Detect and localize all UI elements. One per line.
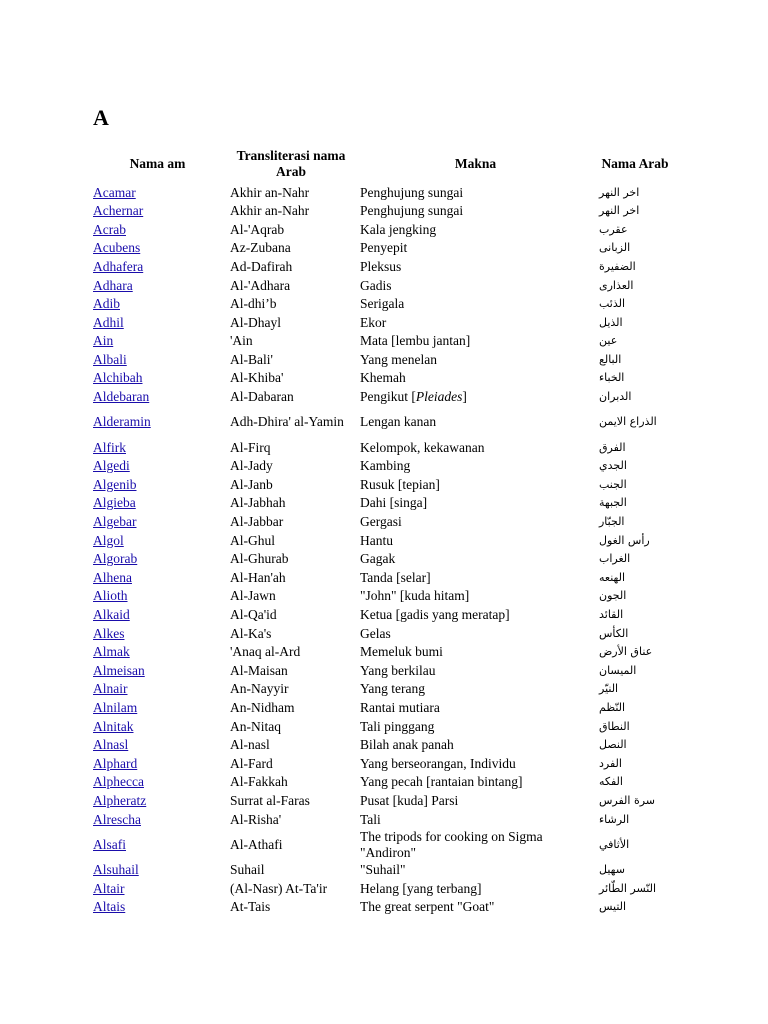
- cell-nama-am: [89, 369, 226, 388]
- arabic-name-text: الرشاء: [599, 812, 630, 826]
- cell-transliterasi: Al-Bali': [230, 351, 273, 367]
- table-row: [89, 475, 675, 494]
- cell-nama-am: [89, 257, 226, 276]
- star-name-link[interactable]: Algebar: [93, 514, 137, 530]
- cell-makna: The great serpent "Goat": [360, 899, 495, 915]
- cell-nama-am: [89, 202, 226, 221]
- star-names-table: [89, 145, 675, 916]
- cell-transliterasi: Al-Han'ah: [230, 569, 286, 585]
- column-header-nama-arab: Nama Arab: [601, 156, 669, 171]
- table-row: [89, 879, 675, 898]
- table-row: [89, 550, 675, 569]
- table-row: [89, 643, 675, 662]
- cell-transliterasi: Al-'Adhara: [230, 277, 291, 293]
- cell-transliterasi: Al-Maisan: [230, 662, 288, 678]
- star-name-link[interactable]: Adib: [93, 296, 120, 312]
- arabic-name-text: الفكه: [599, 775, 623, 789]
- table-row: [89, 680, 675, 699]
- cell-transliterasi: An-Nitaq: [230, 718, 281, 734]
- arabic-name-text: عناق الأرض: [599, 645, 653, 659]
- cell-makna: Penyepit: [360, 240, 408, 256]
- cell-nama-am: [89, 388, 226, 407]
- star-name-link[interactable]: Adhil: [93, 314, 124, 330]
- table-row: [89, 257, 675, 276]
- table-row: [89, 457, 675, 476]
- star-name-link[interactable]: Alphecca: [93, 774, 144, 790]
- cell-transliterasi: An-Nayyir: [230, 681, 289, 697]
- star-name-link[interactable]: Achernar: [93, 203, 144, 219]
- cell-nama-am: [89, 717, 226, 736]
- arabic-name-text: الذئب: [599, 297, 626, 311]
- star-name-link[interactable]: Alioth: [93, 588, 128, 604]
- cell-transliterasi: Suhail: [230, 862, 265, 878]
- cell-makna: Penghujung sungai: [360, 203, 464, 219]
- arabic-name-text: الأثافي: [599, 837, 630, 851]
- cell-transliterasi: Al-Dabaran: [230, 389, 294, 405]
- cell-nama-arab: [595, 513, 675, 532]
- cell-nama-arab: [595, 643, 675, 662]
- arabic-name-text: النطاق: [599, 719, 630, 733]
- table-row: [89, 531, 675, 550]
- cell-makna: Kambing: [360, 458, 411, 474]
- cell-nama-arab: [595, 494, 675, 513]
- star-name-link[interactable]: Acubens: [93, 240, 141, 256]
- cell-makna: Yang berkilau: [360, 662, 436, 678]
- arabic-name-text: الجبّار: [599, 515, 625, 529]
- table-row: [89, 829, 675, 861]
- cell-makna: Dahi [singa]: [360, 495, 428, 511]
- arabic-name-text: الجنب: [599, 477, 627, 491]
- arabic-name-text: الميسان: [599, 663, 637, 677]
- star-name-link[interactable]: Alnitak: [93, 718, 134, 734]
- star-name-link[interactable]: Alpheratz: [93, 792, 147, 808]
- column-header-transliterasi: Transliterasi nama Arab: [236, 148, 346, 179]
- cell-makna: "John" [kuda hitam]: [360, 588, 470, 604]
- cell-nama-am: [89, 332, 226, 351]
- arabic-name-text: عين: [599, 334, 618, 348]
- cell-nama-am: [89, 829, 226, 861]
- cell-makna: Bilah anak panah: [360, 737, 454, 753]
- star-name-link[interactable]: Alfirk: [93, 439, 126, 455]
- cell-makna: Yang berseorangan, Individu: [360, 755, 516, 771]
- star-name-link[interactable]: Algorab: [93, 551, 138, 567]
- table-header-row: [89, 145, 675, 183]
- arabic-name-text: سرة الفرس: [599, 793, 656, 807]
- cell-makna: Serigala: [360, 296, 405, 312]
- table-row: [89, 898, 675, 917]
- cell-makna: Gagak: [360, 551, 396, 567]
- star-name-link[interactable]: Alhena: [93, 569, 132, 585]
- cell-makna: Gergasi: [360, 514, 402, 530]
- cell-nama-arab: [595, 754, 675, 773]
- cell-transliterasi: Al-Ka's: [230, 625, 272, 641]
- cell-nama-arab: [595, 202, 675, 221]
- arabic-name-text: الدبران: [599, 390, 632, 404]
- star-name-link[interactable]: Adhafera: [93, 258, 144, 274]
- cell-nama-am: [89, 861, 226, 880]
- arabic-name-text: الهنعه: [599, 570, 626, 584]
- arabic-name-text: القائد: [599, 608, 624, 622]
- cell-nama-arab: [595, 531, 675, 550]
- cell-nama-am: [89, 791, 226, 810]
- table-row: [89, 350, 675, 369]
- table-row: [89, 513, 675, 532]
- cell-transliterasi: Al-Risha': [230, 811, 282, 827]
- star-name-link[interactable]: Acrab: [93, 221, 126, 237]
- cell-transliterasi: Al-Jabhah: [230, 495, 286, 511]
- star-name-link[interactable]: Altais: [93, 899, 126, 915]
- cell-makna: "Suhail": [360, 862, 406, 878]
- cell-transliterasi: Al-Fakkah: [230, 774, 288, 790]
- cell-transliterasi: Akhir an-Nahr: [230, 203, 310, 219]
- table-row: [89, 220, 675, 239]
- cell-nama-am: [89, 183, 226, 202]
- star-name-link[interactable]: Alderamin: [93, 414, 151, 430]
- table-row: [89, 861, 675, 880]
- section-heading: A: [93, 105, 109, 130]
- arabic-name-text: الكأس: [599, 626, 629, 640]
- column-header-nama-am: Nama am: [129, 156, 186, 171]
- cell-makna: Yang pecah [rantaian bintang]: [360, 774, 523, 790]
- cell-nama-am: [89, 736, 226, 755]
- cell-transliterasi: 'Anaq al-Ard: [230, 644, 301, 660]
- cell-makna: Ketua [gadis yang meratap]: [360, 607, 510, 623]
- cell-nama-am: [89, 898, 226, 917]
- cell-transliterasi: Al-Ghul: [230, 532, 275, 548]
- cell-nama-am: [89, 810, 226, 829]
- cell-nama-arab: [595, 239, 675, 258]
- cell-nama-am: [89, 568, 226, 587]
- cell-makna: Rusuk [tepian]: [360, 476, 440, 492]
- cell-nama-am: [89, 661, 226, 680]
- star-name-link[interactable]: Ain: [93, 333, 114, 349]
- arabic-name-text: الفرق: [599, 440, 626, 454]
- table-row: [89, 239, 675, 258]
- cell-makna: Yang menelan: [360, 351, 437, 367]
- star-name-link[interactable]: Alphard: [93, 755, 138, 771]
- cell-nama-arab: [595, 861, 675, 880]
- cell-transliterasi: Al-'Aqrab: [230, 221, 285, 237]
- arabic-name-text: رأس الغول: [599, 533, 650, 547]
- cell-nama-arab: [595, 879, 675, 898]
- cell-transliterasi: Al-Firq: [230, 439, 271, 455]
- cell-nama-arab: [595, 605, 675, 624]
- cell-makna: Tanda [selar]: [360, 569, 431, 585]
- arabic-name-text: الذيل: [599, 315, 623, 329]
- cell-nama-am: [89, 624, 226, 643]
- cell-makna: Kelompok, kekawanan: [360, 439, 485, 455]
- cell-transliterasi: Al-Khiba': [230, 370, 284, 386]
- arabic-name-text: سهيل: [599, 863, 625, 877]
- star-name-link[interactable]: Almeisan: [93, 662, 145, 678]
- arabic-name-text: الجبهة: [599, 496, 627, 510]
- table-row: [89, 791, 675, 810]
- cell-nama-arab: [595, 257, 675, 276]
- arabic-name-text: النّظم: [599, 700, 626, 714]
- star-name-link[interactable]: Alnair: [93, 681, 128, 697]
- star-name-link[interactable]: Alnasl: [93, 737, 129, 753]
- cell-nama-am: [89, 457, 226, 476]
- cell-nama-arab: [595, 717, 675, 736]
- cell-nama-arab: [595, 350, 675, 369]
- cell-makna: Gelas: [360, 625, 391, 641]
- cell-transliterasi: Ad-Dafirah: [230, 258, 293, 274]
- cell-nama-arab: [595, 587, 675, 606]
- cell-nama-am: [89, 239, 226, 258]
- cell-nama-am: [89, 438, 226, 457]
- cell-nama-arab: [595, 406, 675, 438]
- cell-nama-am: [89, 494, 226, 513]
- table-row: [89, 388, 675, 407]
- cell-transliterasi: Adh-Dhira' al-Yamin: [230, 414, 344, 430]
- cell-nama-arab: [595, 550, 675, 569]
- arabic-name-text: الجون: [599, 589, 627, 603]
- star-name-link[interactable]: Alsuhail: [93, 862, 139, 878]
- arabic-name-text: اخر النهر: [599, 204, 640, 218]
- table-row: [89, 568, 675, 587]
- cell-nama-arab: [595, 438, 675, 457]
- makna-italic-text: Pleiades: [415, 389, 463, 405]
- cell-nama-am: [89, 276, 226, 295]
- cell-nama-am: [89, 773, 226, 792]
- cell-nama-arab: [595, 457, 675, 476]
- cell-nama-arab: [595, 773, 675, 792]
- cell-nama-am: [89, 295, 226, 314]
- star-name-link[interactable]: Alchibah: [93, 370, 143, 386]
- arabic-name-text: الفرد: [599, 756, 622, 770]
- cell-transliterasi: Surrat al-Faras: [230, 792, 310, 808]
- cell-transliterasi: Al-Athafi: [230, 836, 283, 852]
- table-row: [89, 605, 675, 624]
- arabic-name-text: النصل: [599, 738, 627, 752]
- cell-nama-arab: [595, 369, 675, 388]
- cell-makna: Ekor: [360, 314, 387, 330]
- cell-makna: Khemah: [360, 370, 406, 386]
- cell-nama-am: [89, 531, 226, 550]
- cell-nama-arab: [595, 736, 675, 755]
- cell-nama-arab: [595, 698, 675, 717]
- table-row: [89, 587, 675, 606]
- cell-nama-arab: [595, 791, 675, 810]
- cell-transliterasi: Al-Janb: [230, 476, 273, 492]
- cell-transliterasi: Al-Ghurab: [230, 551, 289, 567]
- cell-makna: Kala jengking: [360, 221, 437, 237]
- cell-nama-arab: [595, 295, 675, 314]
- cell-nama-arab: [595, 624, 675, 643]
- cell-makna: Lengan kanan: [360, 414, 437, 430]
- arabic-name-text: الجدي: [599, 459, 627, 473]
- cell-nama-arab: [595, 313, 675, 332]
- arabic-name-text: الضفيرة: [599, 259, 636, 273]
- star-name-link[interactable]: Alnilam: [93, 699, 138, 715]
- cell-transliterasi: 'Ain: [230, 333, 253, 349]
- cell-nama-am: [89, 313, 226, 332]
- cell-transliterasi: Al-Fard: [230, 755, 273, 771]
- arabic-name-text: البالع: [599, 352, 622, 366]
- table-row: [89, 494, 675, 513]
- cell-makna: Tali: [360, 811, 381, 827]
- column-header-makna: Makna: [454, 156, 497, 171]
- cell-nama-arab: [595, 829, 675, 861]
- cell-makna: Pleksus: [360, 258, 402, 274]
- table-row: [89, 698, 675, 717]
- cell-makna: Pusat [kuda] Parsi: [360, 792, 459, 808]
- arabic-name-text: الزبانى: [599, 241, 631, 255]
- table-row: [89, 661, 675, 680]
- cell-nama-am: [89, 754, 226, 773]
- cell-makna: Rantai mutiara: [360, 699, 440, 715]
- table-row: [89, 313, 675, 332]
- cell-nama-arab: [595, 276, 675, 295]
- cell-transliterasi: At-Tais: [230, 899, 271, 915]
- cell-makna: Hantu: [360, 532, 393, 548]
- cell-transliterasi: An-Nidham: [230, 699, 295, 715]
- cell-makna: Helang [yang terbang]: [360, 880, 482, 896]
- cell-transliterasi: Al-Jawn: [230, 588, 276, 604]
- arabic-name-text: الغراب: [599, 552, 631, 566]
- table-row: [89, 406, 675, 438]
- arabic-name-text: العذارى: [599, 278, 634, 292]
- star-name-link[interactable]: Alkaid: [93, 607, 130, 623]
- table-row: [89, 438, 675, 457]
- arabic-name-text: عقرب: [599, 222, 628, 236]
- cell-nama-am: [89, 587, 226, 606]
- cell-transliterasi: (Al-Nasr) At-Ta'ir: [230, 880, 328, 896]
- star-name-link[interactable]: Adhara: [93, 277, 133, 293]
- table-row: [89, 624, 675, 643]
- table-row: [89, 295, 675, 314]
- cell-nama-am: [89, 350, 226, 369]
- cell-nama-arab: [595, 568, 675, 587]
- arabic-name-text: النّسر الطّائر: [599, 881, 657, 895]
- cell-nama-am: [89, 605, 226, 624]
- cell-transliterasi: Al-nasl: [230, 737, 270, 753]
- makna-text: Pengikut [: [360, 389, 416, 405]
- cell-nama-am: [89, 220, 226, 239]
- cell-makna: [356, 388, 595, 407]
- star-name-link[interactable]: Aldebaran: [93, 389, 150, 405]
- cell-nama-am: [89, 643, 226, 662]
- cell-nama-arab: [595, 810, 675, 829]
- arabic-name-text: النيّر: [599, 682, 619, 696]
- cell-makna: Penghujung sungai: [360, 184, 464, 200]
- cell-makna: Memeluk bumi: [360, 644, 443, 660]
- cell-makna: Gadis: [360, 277, 392, 293]
- table-row: [89, 276, 675, 295]
- cell-transliterasi: Al-Jabbar: [230, 514, 284, 530]
- cell-transliterasi: Al-Dhayl: [230, 314, 281, 330]
- cell-transliterasi: Akhir an-Nahr: [230, 184, 310, 200]
- arabic-name-text: الخباء: [599, 371, 625, 385]
- table-row: [89, 332, 675, 351]
- cell-nama-arab: [595, 220, 675, 239]
- cell-transliterasi: Al-Qa'id: [230, 607, 277, 623]
- cell-nama-am: [89, 513, 226, 532]
- star-name-link[interactable]: Alsafi: [93, 836, 126, 852]
- cell-nama-arab: [595, 898, 675, 917]
- cell-nama-arab: [595, 661, 675, 680]
- table-row: [89, 754, 675, 773]
- cell-nama-arab: [595, 680, 675, 699]
- star-name-link[interactable]: Algol: [93, 532, 124, 548]
- star-name-link[interactable]: Albali: [93, 351, 127, 367]
- cell-nama-am: [89, 879, 226, 898]
- star-name-link[interactable]: Algenib: [93, 476, 137, 492]
- cell-nama-arab: [595, 388, 675, 407]
- table-row: [89, 183, 675, 202]
- cell-nama-am: [89, 406, 226, 438]
- cell-makna: Mata [lembu jantan]: [360, 333, 471, 349]
- star-name-link[interactable]: Alkes: [93, 625, 125, 641]
- cell-nama-am: [89, 550, 226, 569]
- cell-makna: The tripods for cooking on Sigma "Andiron": [360, 829, 543, 860]
- cell-transliterasi: Al-Jady: [230, 458, 273, 474]
- table-row: [89, 202, 675, 221]
- arabic-name-text: الذراع الايمن: [599, 415, 657, 429]
- star-name-link[interactable]: Altair: [93, 880, 125, 896]
- table-row: [89, 717, 675, 736]
- table-row: [89, 736, 675, 755]
- star-name-link[interactable]: Algieba: [93, 495, 136, 511]
- makna-text: ]: [462, 389, 467, 405]
- cell-nama-am: [89, 698, 226, 717]
- cell-nama-arab: [595, 183, 675, 202]
- cell-transliterasi: Al-dhi’b: [230, 296, 277, 312]
- star-name-link[interactable]: Acamar: [93, 184, 136, 200]
- star-name-link[interactable]: Algedi: [93, 458, 130, 474]
- cell-nama-arab: [595, 475, 675, 494]
- cell-makna: Yang terang: [360, 681, 425, 697]
- table-row: [89, 369, 675, 388]
- arabic-name-text: التيس: [599, 900, 627, 914]
- table-row: [89, 810, 675, 829]
- cell-transliterasi: Az-Zubana: [230, 240, 291, 256]
- cell-nama-am: [89, 680, 226, 699]
- cell-makna: Tali pinggang: [360, 718, 435, 734]
- star-name-link[interactable]: Almak: [93, 644, 130, 660]
- cell-nama-arab: [595, 332, 675, 351]
- star-name-link[interactable]: Alrescha: [93, 811, 141, 827]
- table-row: [89, 773, 675, 792]
- arabic-name-text: اخر النهر: [599, 185, 640, 199]
- cell-nama-am: [89, 475, 226, 494]
